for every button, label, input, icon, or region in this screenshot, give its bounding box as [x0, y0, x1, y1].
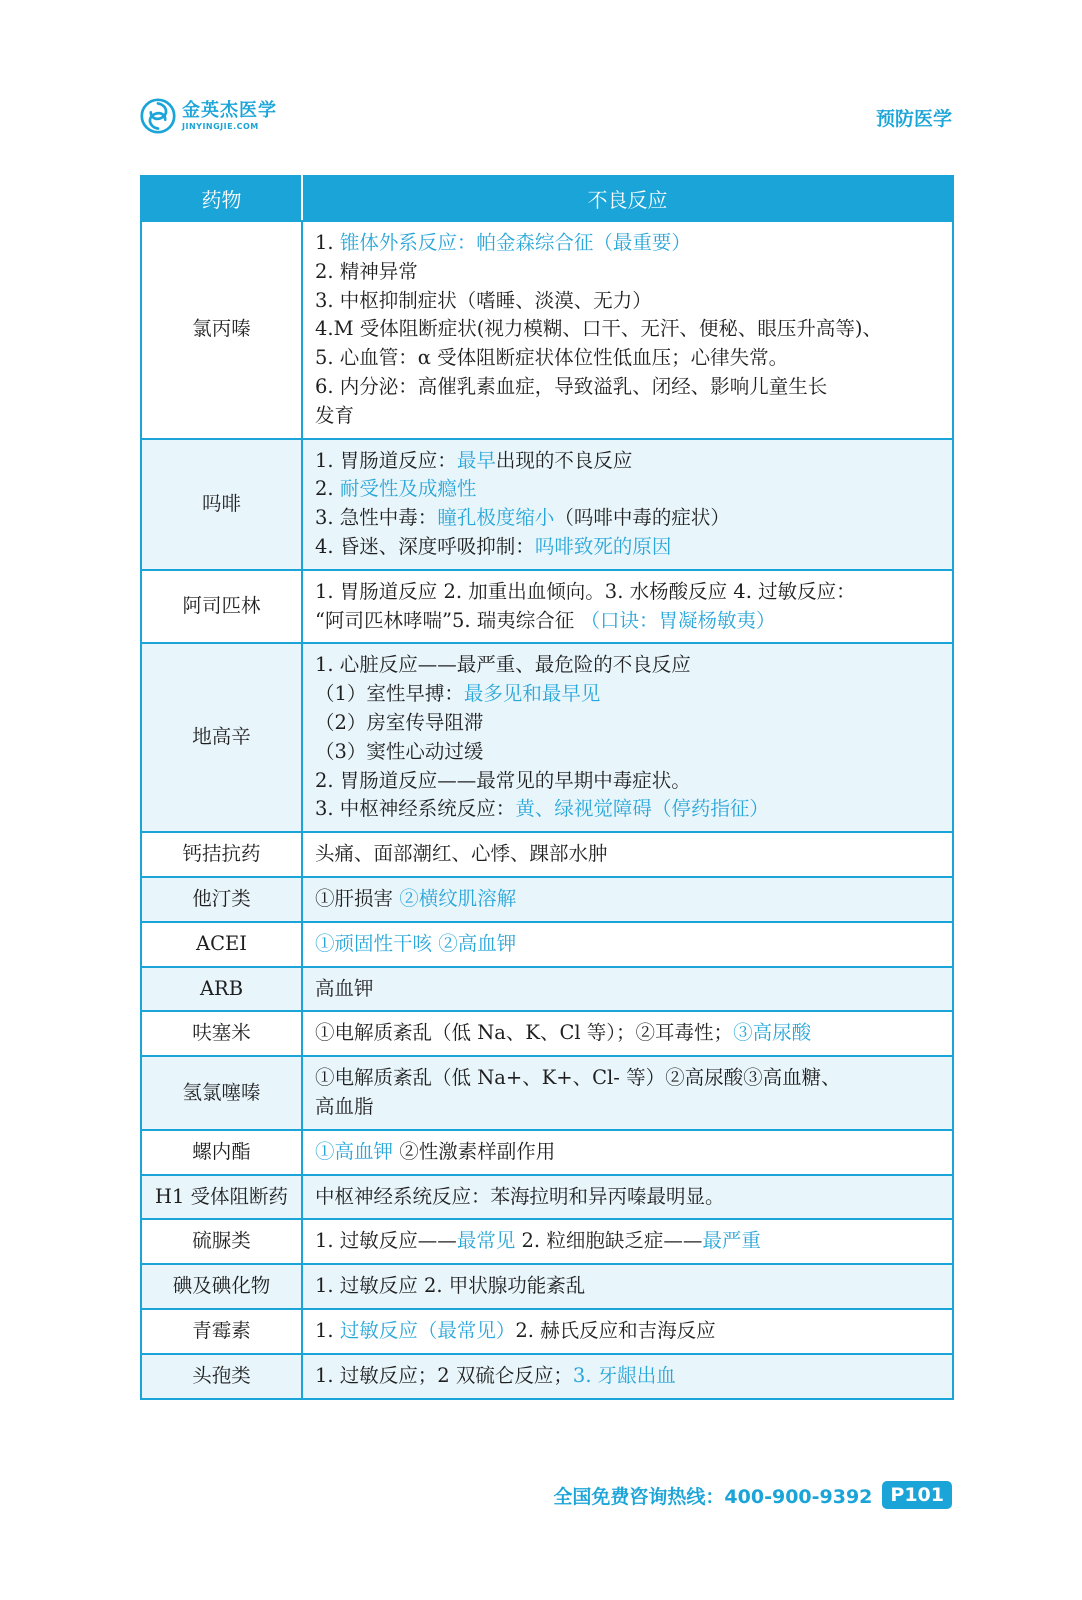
drug-name-cell: 头孢类 [141, 1354, 302, 1399]
reaction-line [315, 1138, 942, 1167]
table-row [141, 832, 953, 877]
reaction-text: 出现的不良反应 [495, 448, 633, 472]
drug-name-cell: 螺内酯 [141, 1130, 302, 1175]
reaction-text: 4.M 受体阻断症状(视力模糊、口干、无汗、便秘、眼压升高等)、 [315, 317, 882, 341]
table-row [141, 1130, 953, 1175]
brand-logo [140, 98, 277, 134]
reaction-line [315, 402, 942, 431]
table-row [141, 570, 953, 644]
reaction-line [315, 229, 942, 258]
drug-name-cell: 吗啡 [141, 439, 302, 570]
table-row [141, 1219, 953, 1264]
reaction-text: 1. 过敏反应—— [315, 1229, 457, 1253]
reaction-line [315, 1183, 942, 1212]
reaction-line [315, 1093, 942, 1122]
adverse-reaction-cell [302, 1056, 953, 1130]
table-row [141, 922, 953, 967]
table-row [141, 221, 953, 439]
reaction-text: ①电解质紊乱（低 Na、K、Cl 等）；②耳毒性； [315, 1021, 734, 1045]
reaction-line [315, 767, 942, 796]
page-number-badge: P101 [882, 1481, 952, 1509]
highlighted-text: 过敏反应（最常见） [339, 1318, 516, 1342]
reaction-text: 3. 中枢抑制症状（嗜睡、淡漠、无力） [315, 288, 652, 312]
reaction-line [315, 315, 942, 344]
reaction-line [315, 1317, 942, 1346]
reaction-text: （2）房室传导阻滞 [315, 710, 484, 734]
reaction-text: 2. [315, 477, 340, 501]
reaction-line [315, 738, 942, 767]
reaction-text: 3. 急性中毒： [315, 506, 438, 530]
reaction-text: 2. 精神异常 [315, 259, 418, 283]
adverse-reaction-cell [302, 439, 953, 570]
reaction-text: 高血脂 [315, 1094, 374, 1118]
table-row [141, 1175, 953, 1220]
table-row [141, 1264, 953, 1309]
adverse-reaction-cell [302, 922, 953, 967]
reaction-text: 1. 心脏反应——最严重、最危险的不良反应 [315, 653, 691, 677]
reaction-text: ①肝损害 [315, 886, 400, 910]
reaction-text: 高血钾 [315, 976, 374, 1000]
table-row [141, 1309, 953, 1354]
reaction-text: 发育 [315, 403, 355, 427]
table-body [141, 221, 953, 1399]
highlighted-text: 耐受性及成瘾性 [339, 477, 477, 501]
reaction-line [315, 975, 942, 1004]
table-row [141, 1354, 953, 1399]
reaction-text: 2. 胃肠道反应——最常见的早期中毒症状。 [315, 768, 691, 792]
drug-name-cell: 呋塞米 [141, 1011, 302, 1056]
reaction-line [315, 447, 942, 476]
header-drug: 药物 [141, 176, 302, 221]
logo-chinese-text: 金英杰医学 [182, 99, 277, 121]
adverse-reaction-cell [302, 1130, 953, 1175]
drug-name-cell: ARB [141, 967, 302, 1012]
reaction-line [315, 795, 942, 824]
reaction-text: ①电解质紊乱（低 Na+、K+、Cl- 等）②高尿酸③高血糖、 [315, 1066, 841, 1090]
reaction-line [315, 258, 942, 287]
reaction-text: 1. 胃肠道反应 2. 加重出血倾向。3. 水杨酸反应 4. 过敏反应： [315, 579, 856, 603]
reaction-line [315, 533, 942, 562]
reaction-line [315, 1362, 942, 1391]
adverse-reaction-cell [302, 1264, 953, 1309]
reaction-text: ②性激素样副作用 [393, 1139, 556, 1163]
reaction-line [315, 1272, 942, 1301]
table-row [141, 1011, 953, 1056]
reaction-line [315, 680, 942, 709]
reaction-text: 1. [315, 1318, 340, 1342]
highlighted-text: ①高血钾 [315, 1139, 394, 1163]
reaction-text: 1. [315, 231, 340, 254]
highlighted-text: 吗啡致死的原因 [534, 534, 672, 558]
highlighted-text: ③高尿酸 [733, 1021, 812, 1045]
reaction-line [315, 373, 942, 402]
drug-name-cell: ACEI [141, 922, 302, 967]
highlighted-text: ①顽固性干咳 ②高血钾 [315, 931, 517, 955]
table-row [141, 877, 953, 922]
drug-name-cell: 钙拮抗药 [141, 832, 302, 877]
reaction-line [315, 885, 942, 914]
drug-name-cell: 他汀类 [141, 877, 302, 922]
adverse-reaction-cell [302, 1219, 953, 1264]
section-title: 预防医学 [875, 108, 952, 130]
drug-name-cell: 硫脲类 [141, 1219, 302, 1264]
highlighted-text: ②横纹肌溶解 [399, 886, 517, 910]
adverse-reaction-cell [302, 877, 953, 922]
reaction-text: 1. 胃肠道反应： [315, 448, 457, 472]
header-adverse-reaction: 不良反应 [302, 176, 953, 221]
highlighted-text: （口诀：胃凝杨敏夷） [580, 608, 776, 632]
reaction-line [315, 578, 942, 607]
drug-name-cell: 碘及碘化物 [141, 1264, 302, 1309]
reaction-text: 6. 内分泌：高催乳素血症，导致溢乳、闭经、影响儿童生长 [315, 374, 828, 398]
reaction-text: 5. 心血管：α 受体阻断症状体位性低血压；心律失常。 [315, 346, 789, 370]
adverse-reaction-cell [302, 221, 953, 439]
highlighted-text: 最严重 [702, 1229, 761, 1253]
adverse-reaction-cell [302, 1011, 953, 1056]
adverse-reaction-cell [302, 643, 953, 832]
highlighted-text: 3. 牙龈出血 [572, 1363, 676, 1387]
reaction-line [315, 1019, 942, 1048]
reaction-line [315, 1064, 942, 1093]
reaction-line [315, 475, 942, 504]
reaction-line [315, 840, 942, 869]
reaction-line [315, 709, 942, 738]
reaction-text: （1）室性早搏： [315, 682, 464, 706]
page-footer [553, 1478, 952, 1512]
table-header-row [141, 176, 953, 221]
drug-name-cell: 地高辛 [141, 643, 302, 832]
table-row [141, 967, 953, 1012]
logo-english-text: JINYINGJIE.COM [182, 121, 259, 131]
highlighted-text: 锥体外系反应：帕金森综合征（最重要） [339, 231, 691, 254]
page-header [140, 96, 952, 140]
reaction-line [315, 1227, 942, 1256]
highlighted-text: 最早 [456, 448, 496, 472]
reaction-line [315, 607, 942, 636]
adverse-reaction-cell [302, 832, 953, 877]
reaction-text: （吗啡中毒的症状） [554, 506, 730, 530]
table-row [141, 439, 953, 570]
reaction-text: 1. 过敏反应 2. 甲状腺功能紊乱 [315, 1274, 586, 1298]
reaction-line [315, 287, 942, 316]
reaction-line [315, 504, 942, 533]
reaction-line [315, 930, 942, 959]
adverse-reaction-cell [302, 967, 953, 1012]
drug-name-cell: 氯丙嗪 [141, 221, 302, 439]
hotline-text: 全国免费咨询热线：400-900-9392 [553, 1485, 873, 1508]
adverse-reaction-cell [302, 1309, 953, 1354]
highlighted-text: 最多见和最早见 [463, 682, 601, 706]
reaction-line [315, 651, 942, 680]
table-row [141, 643, 953, 832]
swirl-logo-icon [140, 98, 176, 134]
table-row [141, 1056, 953, 1130]
reaction-text: （3）窦性心动过缓 [315, 739, 484, 763]
adverse-reactions-table [140, 175, 954, 1400]
highlighted-text: 黄、绿视觉障碍（停药指征） [515, 797, 769, 821]
reaction-text: 4. 昏迷、深度呼吸抑制： [315, 534, 535, 558]
reaction-text: “阿司匹林哮喘”5. 瑞夷综合征 [315, 608, 581, 632]
drug-name-cell: 青霉素 [141, 1309, 302, 1354]
drug-name-cell: 阿司匹林 [141, 570, 302, 644]
reaction-text: 2. 赫氏反应和吉海反应 [515, 1318, 716, 1342]
highlighted-text: 最常见 [456, 1229, 516, 1253]
highlighted-text: 瞳孔极度缩小 [437, 506, 555, 530]
drug-name-cell: H1 受体阻断药 [141, 1175, 302, 1220]
drug-name-cell: 氢氯噻嗪 [141, 1056, 302, 1130]
adverse-reaction-cell [302, 1354, 953, 1399]
adverse-reaction-cell [302, 1175, 953, 1220]
adverse-reaction-cell [302, 570, 953, 644]
reaction-text: 头痛、面部潮红、心悸、踝部水肿 [315, 842, 608, 866]
reaction-text: 3. 中枢神经系统反应： [315, 797, 516, 821]
reaction-text: 1. 过敏反应；2 双硫仑反应； [315, 1363, 573, 1387]
reaction-text: 2. 粒细胞缺乏症—— [515, 1229, 703, 1253]
reaction-line [315, 344, 942, 373]
reaction-text: 中枢神经系统反应：苯海拉明和异丙嗪最明显。 [315, 1184, 725, 1208]
